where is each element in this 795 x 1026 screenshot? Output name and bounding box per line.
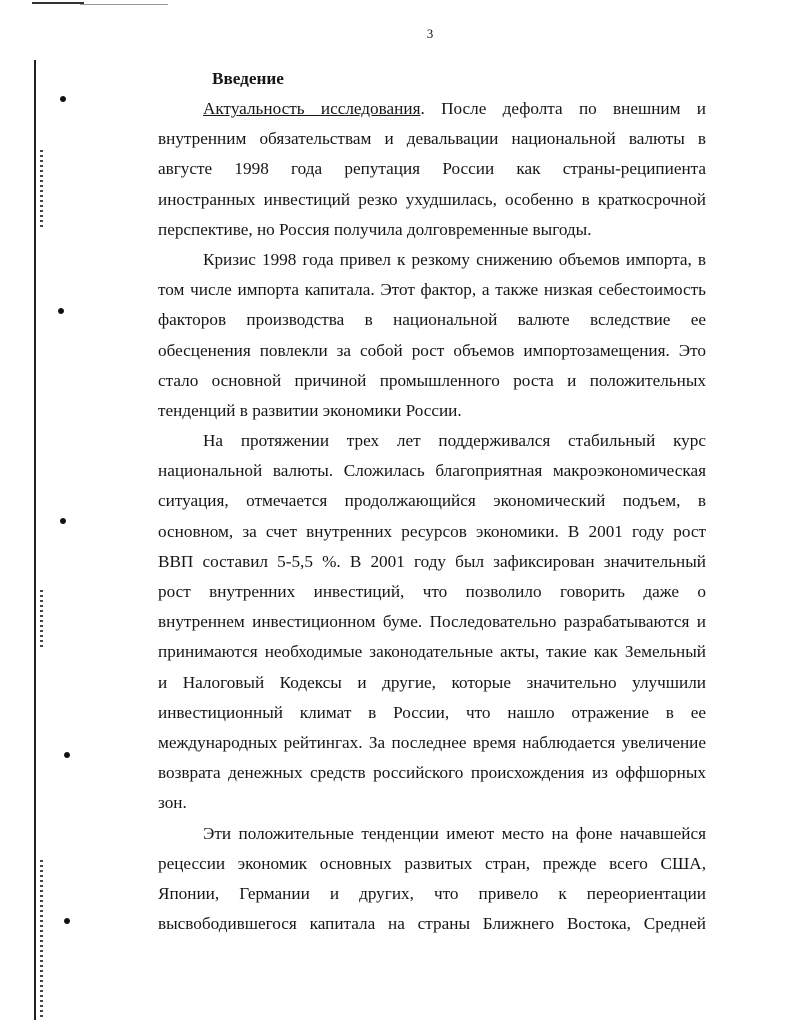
- text-line: обесценения повлекли за собой рост объемов импортозамещения. Это: [158, 340, 706, 360]
- paragraph: [158, 426, 706, 818]
- text-line: иностранных инвестиций резко ухудшилась, особенно в краткосрочной: [158, 189, 706, 209]
- text-line: тенденций в развитии экономики России.: [158, 400, 462, 420]
- text-line: стало основной причиной промышленного роста и положительных: [158, 370, 706, 390]
- paragraph: [158, 94, 706, 245]
- text-line: внутренним обязательствам и девальвации национальной валюты в: [158, 129, 706, 149]
- text-fragment: . После дефолта по внешним и: [420, 99, 706, 118]
- text-line: На протяжении трех лет поддерживался стабильный курс: [203, 431, 706, 451]
- scan-edge-noise: [40, 150, 43, 230]
- text-line: внутреннем инвестиционном буме. Последовательно разрабатываются и: [158, 612, 706, 632]
- punch-hole-mark: [60, 96, 66, 102]
- text-line: Кризис 1998 года привел к резкому снижению объемов импорта, в: [203, 249, 706, 269]
- body-text: [158, 64, 706, 939]
- text-line: перспективе, но Россия получила долговременные выгоды.: [158, 219, 592, 239]
- text-line: национальной валюты. Сложилась благоприятная макроэкономическая: [158, 461, 706, 481]
- text-line: Японии, Германии и других, что привело к переориентации: [158, 883, 706, 903]
- text-line: том числе импорта капитала. Этот фактор, а также низкая себестоимость: [158, 280, 706, 300]
- text-line: принимаются необходимые законодательные акты, такие как Земельный: [158, 642, 706, 662]
- punch-hole-mark: [64, 918, 70, 924]
- text-line: рост внутренних инвестиций, что позволило говорить даже о: [158, 582, 706, 601]
- text-line: Эти положительные тенденции имеют место на фоне начавшейся: [203, 823, 706, 843]
- text-line: международных рейтингах. За последнее время наблюдается увеличение: [158, 732, 706, 752]
- text-line: возврата денежных средств российского происхождения из оффшорных: [158, 763, 706, 783]
- scan-artifact: [80, 4, 168, 5]
- text-line: рецессии экономик основных развитых стран, прежде всего США,: [158, 853, 706, 873]
- page-number: 3: [426, 26, 434, 41]
- text-line: августе 1998 года репутация России как страны-реципиента: [158, 159, 706, 179]
- scan-edge-noise: [40, 590, 43, 650]
- scan-edge-line: [34, 60, 36, 1020]
- scan-artifact: [32, 2, 84, 4]
- punch-hole-mark: [58, 308, 64, 314]
- paragraph: [158, 819, 706, 940]
- text-line: факторов производства в национальной валюте вследствие ее: [158, 310, 706, 330]
- text-line: основном, за счет внутренних ресурсов экономики. В 2001 году рост: [158, 521, 706, 541]
- scan-edge-noise: [40, 860, 43, 1020]
- text-line: ситуация, отмечается продолжающийся экономический подъем, в: [158, 491, 706, 511]
- text-line: [158, 94, 706, 124]
- text-line: инвестиционный климат в России, что нашло отражение в ее: [158, 702, 706, 722]
- underlined-term: Актуальность исследования: [203, 99, 421, 118]
- section-heading: Введение: [212, 69, 284, 88]
- punch-hole-mark: [64, 752, 70, 758]
- text-line: высвободившегося капитала на страны Ближнего Востока, Средней: [158, 914, 706, 934]
- text-line: зон.: [158, 793, 187, 813]
- punch-hole-mark: [60, 518, 66, 524]
- paragraph: [158, 245, 706, 426]
- text-line: и Налоговый Кодексы и другие, которые значительно улучшили: [158, 672, 706, 692]
- text-line: ВВП составил 5-5,5 %. В 2001 году был зафиксирован значительный: [158, 551, 706, 571]
